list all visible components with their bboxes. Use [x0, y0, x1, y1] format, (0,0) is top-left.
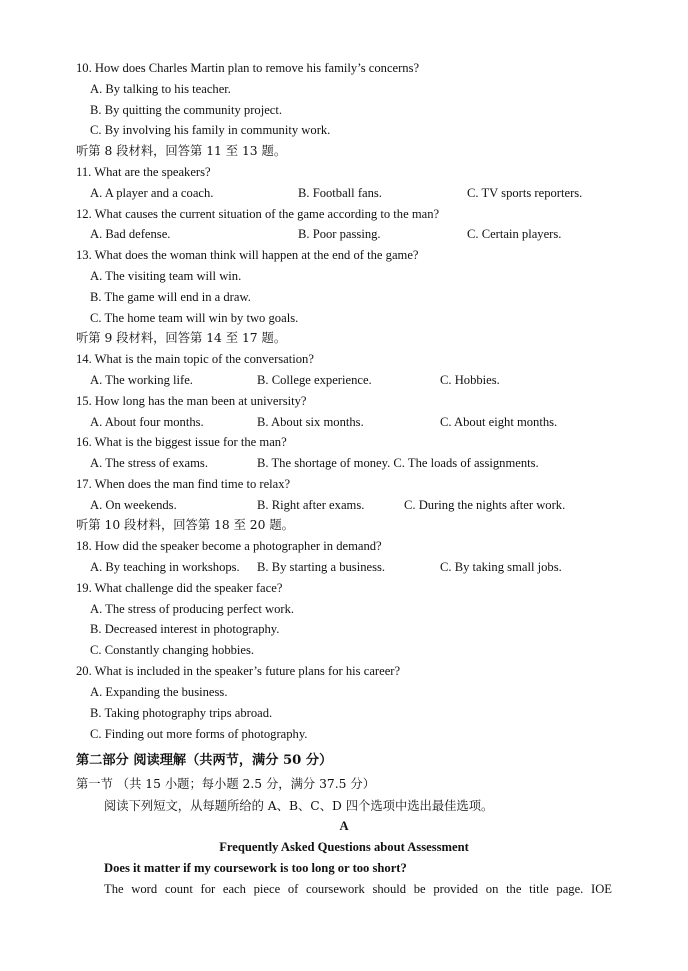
- q17-options: [90, 497, 650, 513]
- q19-option-b: B. Decreased interest in photography.: [90, 622, 280, 636]
- q14-option-b: B. College experience.: [257, 373, 372, 387]
- q18-options: [90, 559, 650, 575]
- q15-options: [90, 414, 650, 430]
- q11-option-a: A. A player and a coach.: [90, 186, 214, 200]
- q10-option-c: C. By involving his family in community work.: [90, 123, 331, 137]
- reading-instruction: 阅读下列短文，从每题所给的 A、B、C、D 四个选项中选出最佳选项。: [104, 799, 494, 813]
- q15-option-c: C. About eight months.: [440, 415, 558, 429]
- q11-option-c: C. TV sports reporters.: [467, 186, 583, 200]
- q14-option-a: A. The working life.: [90, 373, 193, 387]
- q13-option-a: A. The visiting team will win.: [90, 269, 242, 283]
- question-16-stem: 16. What is the biggest issue for the man?: [76, 435, 287, 449]
- q20-option-a: A. Expanding the business.: [90, 685, 228, 699]
- section-1-heading: 第一节 （共 15 小题；每小题 2.5 分，满分 37.5 分）: [76, 777, 375, 791]
- faq-answer-line: The word count for each piece of coursework should be provided on the title page. IOE: [104, 882, 612, 896]
- q12-option-c: C. Certain players.: [467, 227, 562, 241]
- part-2-heading: 第二部分 阅读理解（共两节，满分 50 分）: [76, 753, 333, 768]
- q10-option-b: B. By quitting the community project.: [90, 103, 283, 117]
- section-9-instruction: 听第 9 段材料，回答第 14 至 17 题。: [76, 331, 287, 345]
- q16-options: [90, 455, 650, 471]
- q18-option-b: B. By starting a business.: [257, 560, 386, 574]
- q16-options-b-c: B. The shortage of money. C. The loads of assignments.: [257, 456, 539, 470]
- section-10-instruction: 听第 10 段材料，回答第 18 至 20 题。: [76, 518, 294, 532]
- q10-option-a: A. By talking to his teacher.: [90, 82, 231, 96]
- question-20-stem: 20. What is included in the speaker’s future plans for his career?: [76, 664, 401, 678]
- question-17-stem: 17. When does the man find time to relax?: [76, 477, 291, 491]
- q20-option-b: B. Taking photography trips abroad.: [90, 706, 273, 720]
- q15-option-a: A. About four months.: [90, 415, 204, 429]
- question-12-stem: 12. What causes the current situation of the game according to the man?: [76, 207, 440, 221]
- q11-option-b: B. Football fans.: [298, 186, 382, 200]
- question-15-stem: 15. How long has the man been at university?: [76, 394, 307, 408]
- question-19-stem: 19. What challenge did the speaker face?: [76, 581, 283, 595]
- q14-option-c: C. Hobbies.: [440, 373, 500, 387]
- q12-options: [90, 226, 650, 242]
- q12-option-a: A. Bad defense.: [90, 227, 171, 241]
- q18-option-c: C. By taking small jobs.: [440, 560, 562, 574]
- q13-option-b: B. The game will end in a draw.: [90, 290, 251, 304]
- q12-option-b: B. Poor passing.: [298, 227, 381, 241]
- q19-option-a: A. The stress of producing perfect work.: [90, 602, 295, 616]
- q20-option-c: C. Finding out more forms of photography.: [90, 727, 308, 741]
- q17-option-b: B. Right after exams.: [257, 498, 365, 512]
- question-10-stem: 10. How does Charles Martin plan to remove his family’s concerns?: [76, 61, 420, 75]
- question-13-stem: 13. What does the woman think will happen at the end of the game?: [76, 248, 419, 262]
- q11-options: [90, 185, 650, 201]
- q17-option-c: C. During the nights after work.: [404, 498, 566, 512]
- q19-option-c: C. Constantly changing hobbies.: [90, 643, 255, 657]
- q15-option-b: B. About six months.: [257, 415, 364, 429]
- section-8-instruction: 听第 8 段材料，回答第 11 至 13 题。: [76, 144, 287, 158]
- passage-letter: A: [339, 819, 349, 833]
- q16-option-a: A. The stress of exams.: [90, 456, 208, 470]
- question-14-stem: 14. What is the main topic of the conversation?: [76, 352, 314, 366]
- passage-title: Frequently Asked Questions about Assessment: [219, 840, 469, 854]
- q18-option-a: A. By teaching in workshops.: [90, 560, 240, 574]
- q17-option-a: A. On weekends.: [90, 498, 177, 512]
- faq-question: Does it matter if my coursework is too long or too short?: [104, 861, 407, 875]
- question-11-stem: 11. What are the speakers?: [76, 165, 211, 179]
- q13-option-c: C. The home team will win by two goals.: [90, 311, 299, 325]
- question-18-stem: 18. How did the speaker become a photographer in demand?: [76, 539, 382, 553]
- q14-options: [90, 372, 650, 388]
